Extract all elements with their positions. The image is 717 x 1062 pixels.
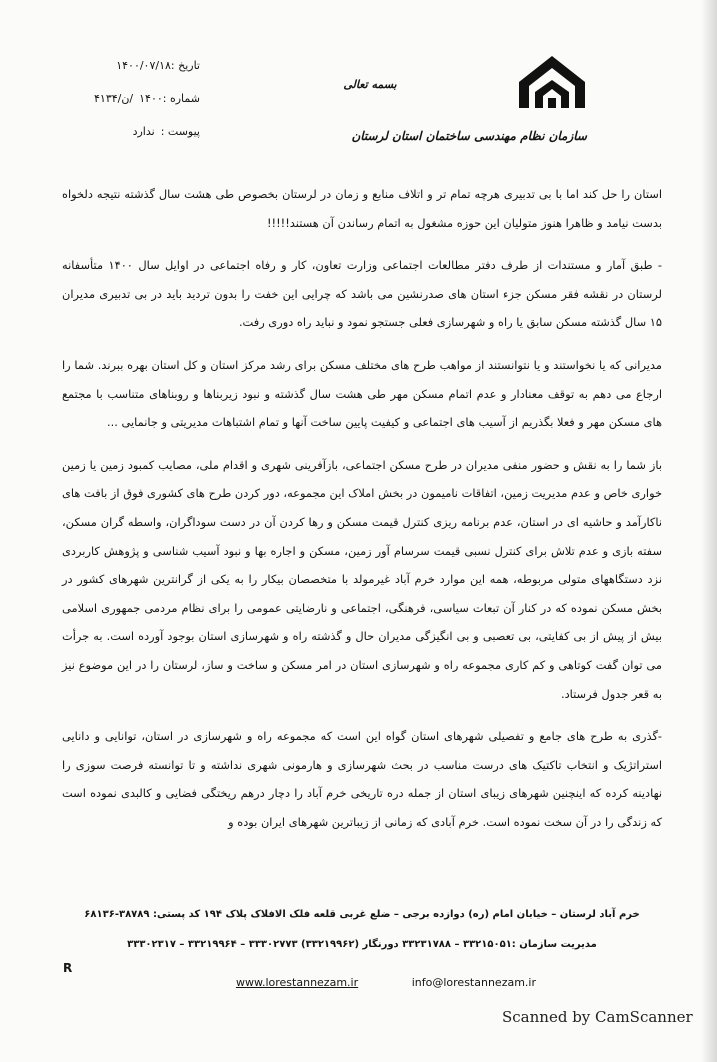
organization-name: سازمان نظام مهندسی ساختمان استان لرستان <box>351 129 587 143</box>
date-value: ۱۴۰۰/۰۷/۱۸ <box>116 59 171 72</box>
invocation: بسمه تعالی <box>343 78 397 91</box>
body-paragraph: - طبق آمار و مستندات از طرف دفتر مطالعات اجتماعی وزارت تعاون، کار و رفاه اجتماعی در اوایل سال ۱۴۰۰ متأسفانه لرستان در نقشه فقر مسکن جزء استان های صدرنشین می باشد که چرایی این خفت را بدون تردید باید در بی تدبیری مدیران ۱۵ سال گذشته مسکن سابق یا راه و شهرسازی فعلی جستجو نمود و نباید راه دوری رفت. <box>62 258 662 330</box>
footer-links <box>236 976 536 989</box>
footer-address: خرم آباد لرستان – خیابان امام (ره) دوازده برجی – ضلع غربی قلعه فلک الافلاک پلاک ۱۹۴ کد پستی: ۳۸۷۸۹-۶۸۱۳۶ <box>84 909 640 920</box>
body-paragraph: مدیرانی که یا نخواستند و یا نتوانستند از مواهب طرح های مختلف مسکن برای رشد مرکز استان و کل استان بهره ببرند. شما را ارجاع می دهم به توقف معنادار و عدم اتمام مسکن مهر طی هشت سال گذشته و نبود زیربناها و روبناهای متناسب با مجتمع های مسکن مهر و فعلا بگذریم از آسیب های اجتماعی و کیفیت پایین ساخت آنها و تمام اشتباهات مدیریتی و جانمایی ... <box>62 357 662 430</box>
number-value: ۱۴۰۰/ن/۴۱۳۴ <box>94 92 163 105</box>
scan-edge-shadow <box>701 0 717 1062</box>
date-line <box>30 60 200 71</box>
letter-meta <box>30 60 200 159</box>
body-paragraph: باز شما را به نقش و حضور منفی مدیران در طرح مسکن اجتماعی، بازآفرینی شهری و اقدام ملی، مصایب کمبود زمین یا زمین خواری خاص و عدم مدیریت زمین، اتفاقات نامیمون در بخش املاک این مجموعه، دور کردن طرح های کشوری فوق از بافت های ناکارآمد و حاشیه ای در استان، عدم برنامه ریزی کنترل قیمت مسکن و رها کردن آن در دست سوداگران، واسطه گران مسکن، سفته بازی و عدم تلاش برای کنترل نسبی قیمت سرسام آور زمین، مسکن و اجاره بها و نبود آسیب شناسی و پژوهش کاربردی نزد دستگاههای متولی مربوطه، همه این موارد خرم آباد غیرمولد با متخصصان بیکار را به یکی از گرانترین شهرهای کشور در بخش مسکن نموده که در کنار آن تبعات سیاسی، فرهنگی، اجتماعی و نارضایتی عمومی را برای نظام مردمی جمهوری اسلامی بیش از پیش از بی کفایتی، بی تعصبی و بی انگیزگی مدیران حال و گذشته راه و شهرسازی استان بوجود آورده است. به جرأت می توان گفت کوتاهی و کم کاری مجموعه راه و شهرسازی استان در امر مسکن و ساخت و ساز، لرستان را در این موضوع نیز به قعر جدول فرستاد. <box>62 457 662 701</box>
attachment-value: ندارد <box>132 125 155 138</box>
body-paragraph: -گذری به طرح های جامع و تفصیلی شهرهای استان گواه این است که مجموعه راه و شهرسازی در استان، توانایی و دانایی استراتژیک و انتخاب تاکتیک های درست مناسب در بحث شهرسازی و هارمونی شهری نداشته و تا توانسته فرصت سوزی را نهادینه کرده که اینچنین شهرهای زیبای استان از جمله دره تاریخی خرم آباد را دچار درهم ریختگی فضایی و کالبدی نموده است که زندگی را در آن سخت نموده است. خرم آبادی که زمانی از زیباترین شهرهای ایران بوده و <box>62 729 662 829</box>
attachment-label: پیوست : <box>160 125 200 138</box>
footer-mark: R <box>63 961 73 975</box>
letter-body <box>62 180 662 850</box>
number-label: شماره : <box>162 92 200 105</box>
body-paragraph: استان را حل کند اما با بی تدبیری هرچه تمام تر و اتلاف منابع و زمان در لرستان بخصوص طی هشت سال گذشته نتیجه دلخواه بدست نیامد و ظاهرا هنوز متولیان این حوزه مشغول به اتمام رساندن آن هستند!!!!! <box>62 187 662 230</box>
footer-phones: مدیریت سازمان :۳۳۲۱۵۰۵۱ – ۳۳۲۳۱۷۸۸ دورنگار (۳۳۲۱۹۹۶۲) ۳۳۳۰۲۷۷۳ – ۳۳۲۱۹۹۶۴ – ۳۳۳۰۲۳۱۷ <box>127 939 597 950</box>
organization-logo <box>515 52 589 112</box>
website-link[interactable]: www.lorestannezam.ir <box>236 976 359 989</box>
number-line <box>30 93 200 104</box>
attachment-line <box>30 126 200 137</box>
email-link[interactable]: info@lorestannezam.ir <box>411 976 536 989</box>
date-label: تاریخ : <box>170 59 200 72</box>
scanner-watermark: Scanned by CamScanner <box>502 1008 693 1026</box>
